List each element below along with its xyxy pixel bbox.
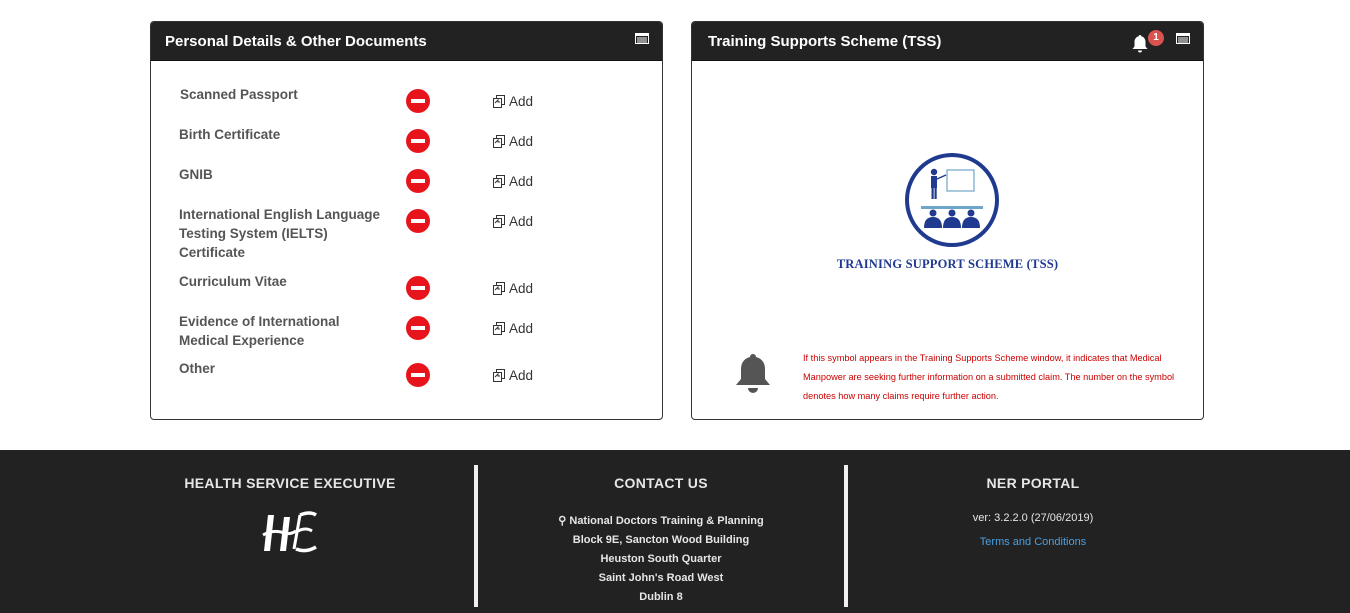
remove-icon[interactable] bbox=[406, 169, 430, 193]
bell-icon bbox=[1130, 34, 1150, 54]
address-line: Dublin 8 bbox=[639, 591, 683, 603]
add-document-button[interactable] bbox=[493, 134, 533, 149]
hse-logo-icon bbox=[260, 507, 320, 557]
copy-icon bbox=[493, 175, 506, 188]
tss-info-note: If this symbol appears in the Training Supports Scheme window, it indicates that Medical Manpower are seeking further information on a submitted claim. The number on the symbol denotes how many claims require further action. bbox=[803, 353, 1175, 401]
document-label: Other bbox=[179, 361, 216, 376]
remove-icon[interactable] bbox=[406, 129, 430, 153]
footer-hse-column bbox=[105, 450, 475, 613]
add-document-button[interactable] bbox=[493, 214, 533, 229]
contact-address bbox=[478, 512, 844, 607]
list-view-icon[interactable] bbox=[1176, 33, 1190, 44]
address-line: Heuston South Quarter bbox=[600, 553, 722, 565]
document-label: GNIB bbox=[179, 167, 213, 182]
remove-icon[interactable] bbox=[406, 89, 430, 113]
terms-link[interactable]: Terms and Conditions bbox=[979, 536, 1087, 548]
add-label: Add bbox=[509, 94, 534, 109]
personal-documents-panel bbox=[150, 21, 663, 420]
panel-header bbox=[692, 22, 1203, 61]
remove-icon[interactable] bbox=[406, 316, 430, 340]
address-line: Saint John's Road West bbox=[598, 572, 724, 584]
copy-icon bbox=[493, 95, 506, 108]
tss-logo-icon bbox=[904, 150, 1000, 250]
panel-title: Training Supports Scheme (TSS) bbox=[708, 33, 942, 50]
tss-logo-title: TRAINING SUPPORT SCHEME (TSS) bbox=[836, 257, 1059, 271]
copy-icon bbox=[493, 215, 506, 228]
add-label: Add bbox=[509, 134, 534, 149]
copy-icon bbox=[493, 369, 506, 382]
copy-icon bbox=[493, 322, 506, 335]
footer-portal-column bbox=[848, 450, 1218, 613]
document-label: Birth Certificate bbox=[179, 127, 281, 142]
footer-contact-column bbox=[478, 450, 844, 613]
add-label: Add bbox=[509, 321, 534, 336]
add-document-button[interactable] bbox=[493, 368, 533, 383]
copy-icon bbox=[493, 135, 506, 148]
bell-icon bbox=[733, 352, 773, 396]
remove-icon[interactable] bbox=[406, 276, 430, 300]
document-label: International English Language Testing System (IELTS) Certificate bbox=[179, 207, 381, 260]
notification-badge: 1 bbox=[1148, 30, 1164, 46]
document-label: Curriculum Vitae bbox=[179, 274, 287, 289]
add-document-button[interactable] bbox=[493, 94, 533, 109]
map-marker-icon: ⚲ bbox=[558, 515, 567, 527]
add-document-button[interactable] bbox=[493, 281, 533, 296]
panel-header bbox=[151, 22, 662, 61]
remove-icon[interactable] bbox=[406, 363, 430, 387]
footer-contact-title: CONTACT US bbox=[614, 475, 708, 491]
document-label: Evidence of International Medical Experience bbox=[179, 314, 340, 348]
notification-bell[interactable] bbox=[1130, 30, 1164, 56]
version-text: ver: 3.2.2.0 (27/06/2019) bbox=[972, 512, 1094, 524]
panel-title: Personal Details & Other Documents bbox=[165, 33, 427, 50]
document-label: Scanned Passport bbox=[180, 87, 298, 102]
footer bbox=[0, 450, 1350, 613]
add-document-button[interactable] bbox=[493, 321, 533, 336]
add-label: Add bbox=[509, 174, 534, 189]
add-label: Add bbox=[509, 368, 534, 383]
add-label: Add bbox=[509, 214, 534, 229]
address-line: ⚲ National Doctors Training & Planning bbox=[558, 515, 764, 527]
footer-portal-title: NER PORTAL bbox=[986, 475, 1080, 491]
tss-panel bbox=[691, 21, 1204, 420]
remove-icon[interactable] bbox=[406, 209, 430, 233]
add-document-button[interactable] bbox=[493, 174, 533, 189]
address-line: Block 9E, Sancton Wood Building bbox=[572, 534, 750, 546]
list-view-icon[interactable] bbox=[635, 33, 649, 44]
copy-icon bbox=[493, 282, 506, 295]
footer-hse-title: HEALTH SERVICE EXECUTIVE bbox=[184, 475, 396, 491]
add-label: Add bbox=[509, 281, 534, 296]
